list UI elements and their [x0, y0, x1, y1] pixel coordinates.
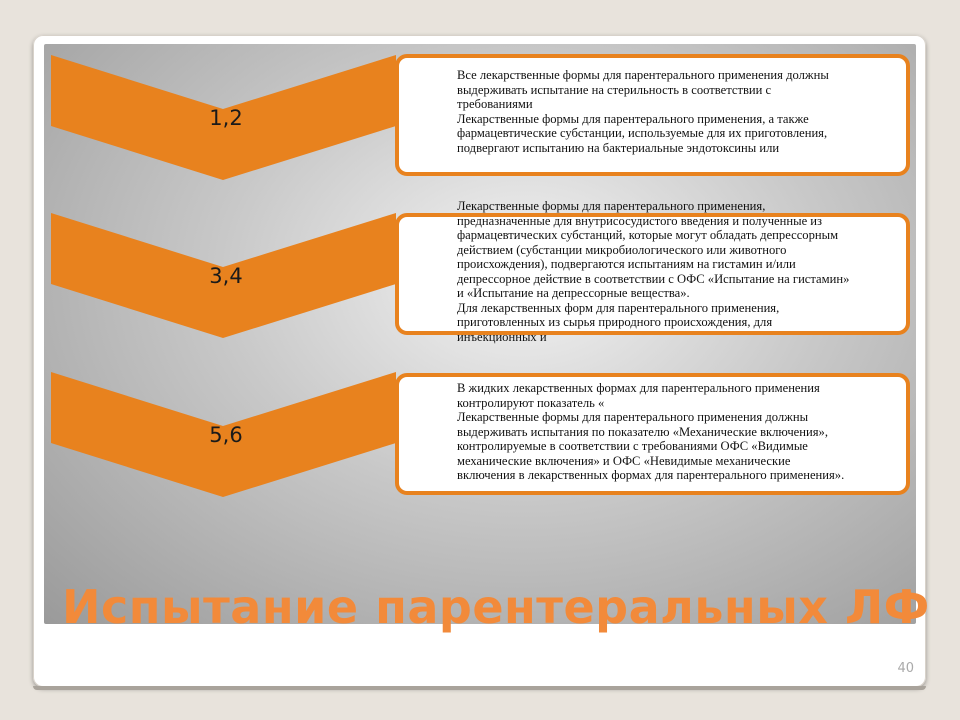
step-label-3: 5,6 — [209, 423, 243, 447]
slide-bottom-bar — [33, 686, 926, 690]
slide-number: 40 — [897, 661, 914, 676]
step-label-2: 3,4 — [209, 264, 243, 288]
step-text-3: В жидких лекарственных формах для парентерального применения контролируют показатель « Лекарственные формы для парентерального применения должны выдерживать испытания по показателю «Механические включения», контролируемые в соответствии с требованиями ОФС «Видимые механические включения» и ОФС «Невидимые механические включения в лекарственных формах для парентерального применения». — [457, 381, 845, 482]
step-text-2: Лекарственные формы для парентерального применения, предназначенные для внутрисосудистого введения и полученные из фармацевтических субстанций, которые могут обладать депрессорным действием (субстанции микробиологического или животного происхождения), подвергаются испытаниям на гистамин и/или депрессорное действие в соответствии с ОФС «Испытание на гистамин» и «Испытание на депрессорные вещества». Для лекарственных форм для парентерального применения, приготовленных из сырья природного происхождения, для инъекционных и — [457, 199, 850, 344]
slide-title: Испытание парентеральных ЛФ — [62, 580, 930, 634]
step-text-1: Все лекарственные формы для парентерального применения должны выдерживать испытание на стерильность в соответствии с требованиями Лекарственные формы для парентерального применения, а также фармацевтические субстанции, используемые для их приготовления, подвергают испытанию на бактериальные эндотоксины или — [457, 68, 829, 155]
step-label-1: 1,2 — [209, 106, 243, 130]
